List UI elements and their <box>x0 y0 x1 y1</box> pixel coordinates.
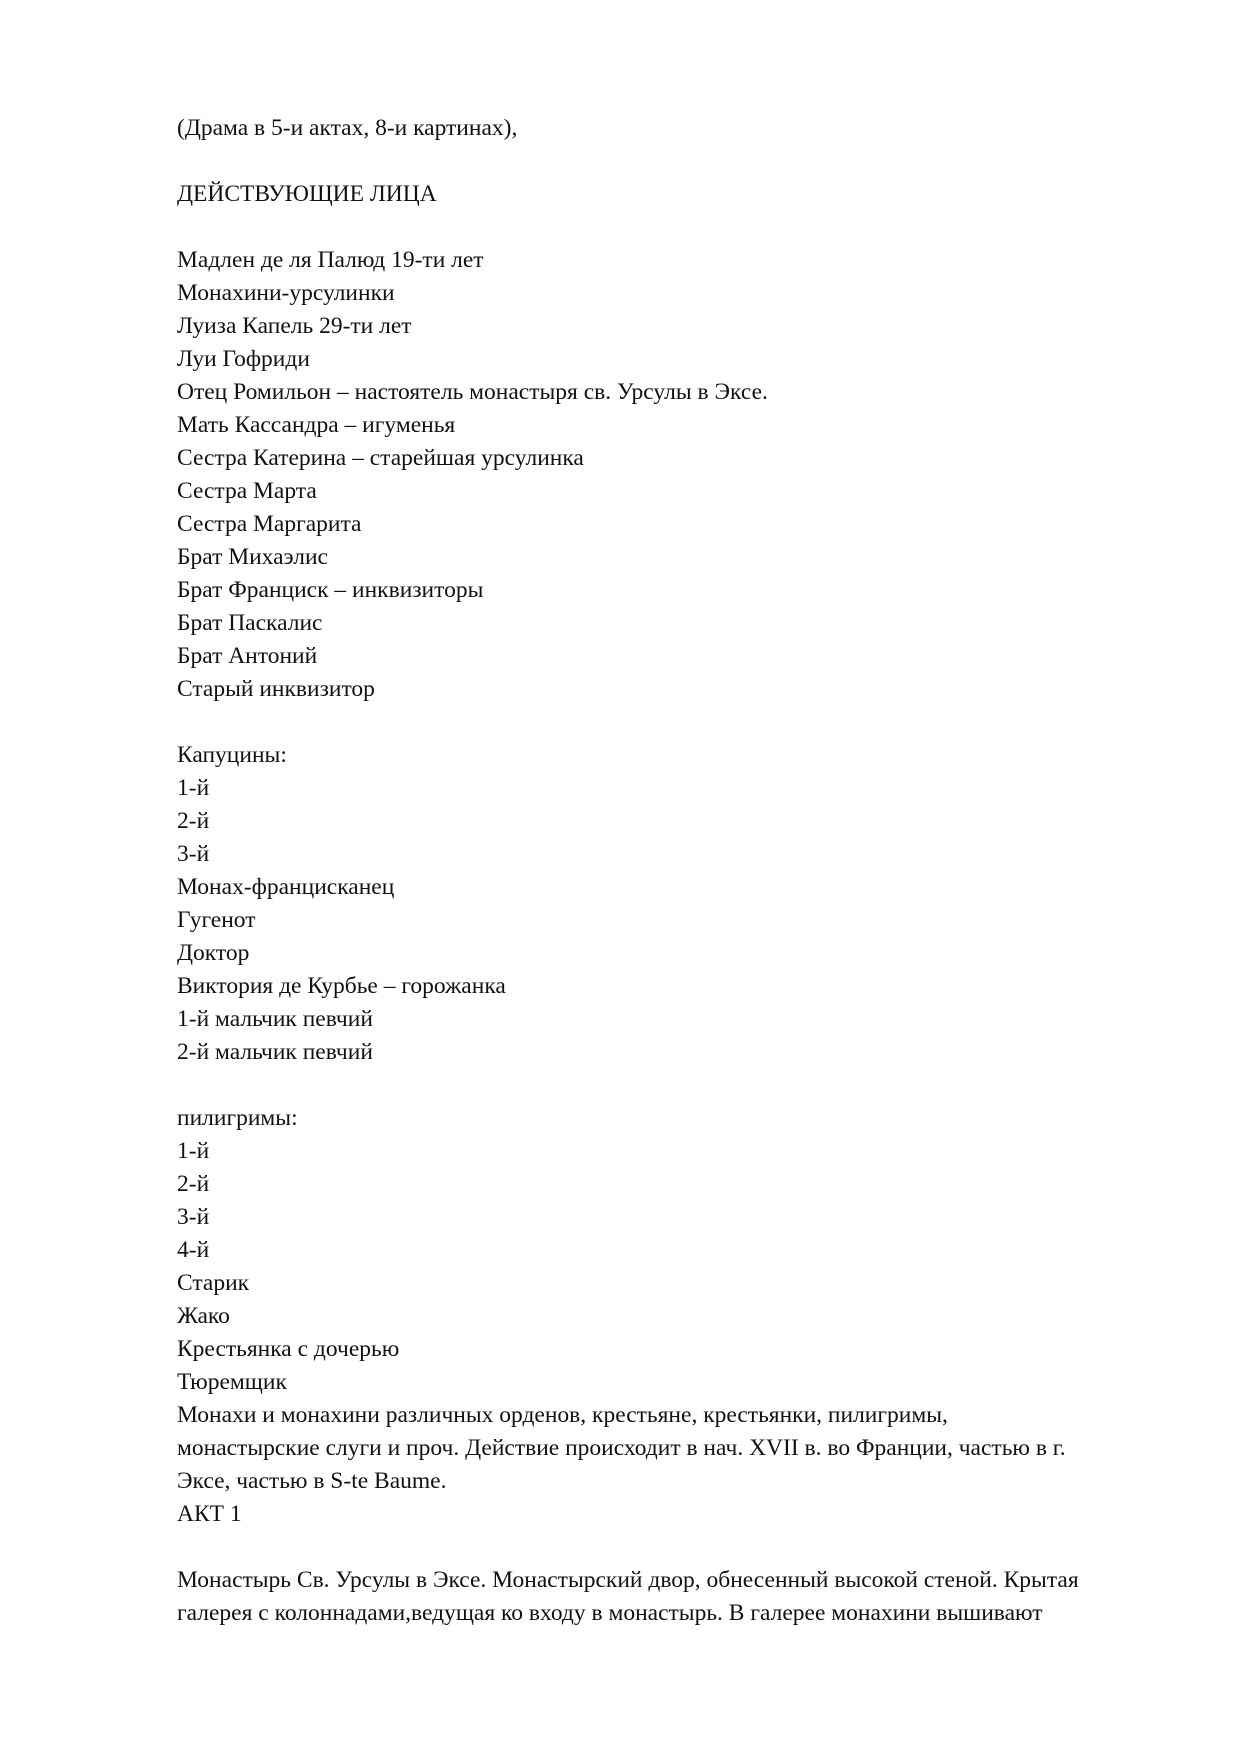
spacer <box>177 1531 1157 1564</box>
play-subtitle: (Драма в 5-и актах, 8-и картинах), <box>177 115 518 141</box>
capuchins-list <box>177 772 1157 1069</box>
cast-item: 1-й мальчик певчий <box>177 1006 373 1032</box>
cast-item: Монахини-урсулинки <box>177 280 395 306</box>
cast-item: Брат Антоний <box>177 643 318 669</box>
cast-item: 1-й <box>177 1138 210 1164</box>
pilgrims-label: пилигримы: <box>177 1105 298 1131</box>
cast-item: 1-й <box>177 775 210 801</box>
cast-item: Брат Паскалис <box>177 610 323 636</box>
paragraph-line: Монастырь Св. Урсулы в Эксе. Монастырский двор, обнесенный высокой стеной. Крытая <box>177 1567 1079 1593</box>
cast-item: Брат Франциск – инквизиторы <box>177 577 484 603</box>
cast-item: 4-й <box>177 1237 210 1263</box>
paragraph-line: галерея с колоннадами,ведущая ко входу в монастырь. В галерее монахини вышивают <box>177 1600 1043 1626</box>
cast-item: 2-й <box>177 1171 210 1197</box>
cast-item: Мадлен де ля Палюд 19-ти лет <box>177 247 484 273</box>
cast-item: Старый инквизитор <box>177 676 375 702</box>
spacer <box>177 211 1157 244</box>
cast-item: Сестра Марта <box>177 478 317 504</box>
cast-item: Старик <box>177 1270 250 1296</box>
cast-item: 2-й мальчик певчий <box>177 1039 373 1065</box>
cast-item: Виктория де Курбье – горожанка <box>177 973 506 999</box>
cast-item: Жако <box>177 1303 230 1329</box>
cast-item: Крестьянка с дочерью <box>177 1336 400 1362</box>
cast-item: Гугенот <box>177 907 256 933</box>
cast-item: Монах-францисканец <box>177 874 395 900</box>
paragraph-line: монастырские слуги и проч. Действие происходит в нач. XVII в. во Франции, частью в г. <box>177 1435 1066 1461</box>
cast-item: Сестра Катерина – старейшая урсулинка <box>177 445 584 471</box>
spacer <box>177 706 1157 739</box>
capuchins-label: Капуцины: <box>177 742 287 768</box>
document-page <box>177 112 1157 1630</box>
spacer <box>177 1069 1157 1102</box>
act-heading: АКТ 1 <box>177 1501 242 1527</box>
cast-item: 3-й <box>177 1204 210 1230</box>
cast-item: Брат Михаэлис <box>177 544 328 570</box>
spacer <box>177 145 1157 178</box>
pilgrims-list <box>177 1135 1157 1399</box>
cast-item: Мать Кассандра – игуменья <box>177 412 456 438</box>
cast-item: Луи Гофриди <box>177 346 310 372</box>
paragraph-line: Монахи и монахини различных орденов, крестьяне, крестьянки, пилигримы, <box>177 1402 948 1428</box>
setting-paragraph <box>177 1399 1157 1498</box>
cast-item: Отец Ромильон – настоятель монастыря св. Урсулы в Эксе. <box>177 379 768 405</box>
cast-item: Сестра Маргарита <box>177 511 362 537</box>
cast-item: 2-й <box>177 808 210 834</box>
paragraph-line: Эксе, частью в S-te Baume. <box>177 1468 447 1494</box>
cast-main-list <box>177 244 1157 706</box>
scene-paragraph <box>177 1564 1157 1630</box>
cast-item: Тюремщик <box>177 1369 287 1395</box>
cast-item: Доктор <box>177 940 250 966</box>
cast-heading: ДЕЙСТВУЮЩИЕ ЛИЦА <box>177 181 437 207</box>
cast-item: Луиза Капель 29-ти лет <box>177 313 412 339</box>
cast-item: 3-й <box>177 841 210 867</box>
